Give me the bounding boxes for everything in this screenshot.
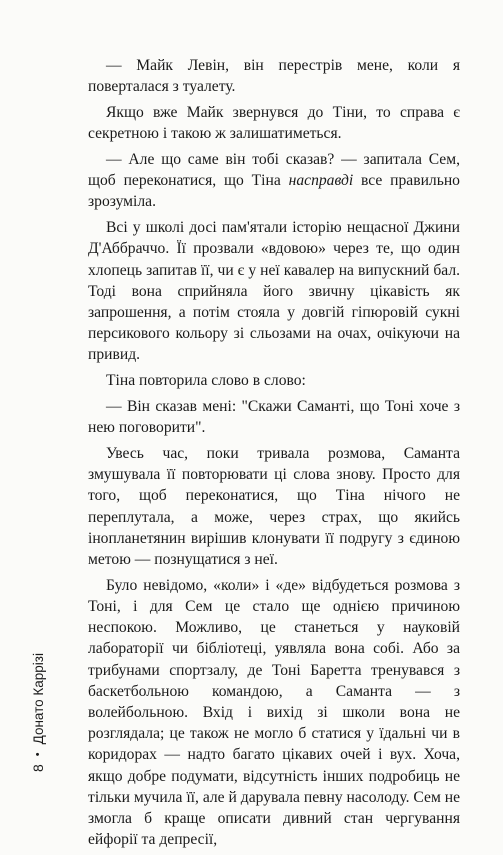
paragraph: — Він сказав мені: "Скажи Саманті, що Тоні хоче з нею поговорити". [88,398,460,437]
paragraph: Тіна повторила слово в слово: [106,372,306,390]
page-footer [30,653,46,772]
bullet-separator: • [32,752,44,757]
paragraph: Було невідомо, «коли» і «де» відбудеться розмова з Тоні, і для Сем це стало ще однією причиною неспокою. Можливо, це станеться у науковій лабораторії чи бібліотеці, уявляла вона собі. Або за трибунами спортзалу, де Тоні Баретта тренувався з баскетбольною командою, а Саманта — з волейбольною. Вхід і вихід зі школи вона не розглядала; це також не могло б статися у їдальні чи в коридорах — надто багато цікавих очей і вух. Хоча, якщо добре подумати, відсутність інших подробиць не тільки мучила її, але й дарувала певну насолоду. Сем не змогла б краще описати дивний стан чергування ейфорії та депресії, [88,576,460,849]
paragraph: — Майк Левін, він перестрів мене, коли я поверталася з туалету. [88,57,460,96]
running-head: Донато Каррізі [30,653,46,745]
paragraph: Увесь час, поки тривала розмова, Саманта змушувала її повторювати ці слова знову. Просто для того, щоб переконатися, що Тіна нічого не переплутала, а може, через страх, що якийсь інопланетянин вирішив клонувати її подругу з єдиною метою — познущатися з неї. [88,445,460,569]
page-number: 8 [30,764,46,772]
body-text [88,55,460,855]
paragraph: Якщо вже Майк звернувся до Тіни, то справа є секретною і такою ж залишатиметься. [88,104,460,143]
paragraph-text: — Але що саме він тобі сказав? — запитала Сем, щоб переконатися, що Тіна [88,151,460,190]
paragraph-text: все правильно зрозуміла. [88,172,460,211]
paragraph [88,149,460,213]
emphasis: насправді [288,172,354,190]
paragraph: Всі у школі досі пам'ятали історію нещасної Джини Д'Аббраччо. Її прозвали «вдовою» через те, що один хлопець запитав її, чи є у неї кавалер на випускний бал. Тоді вона сприйняла його звичну цікавість як запрошення, а потім стояла у довгій гіпюровій сукні персикового кольору зі сльозами на очах, очікуючи на привид. [88,219,460,364]
